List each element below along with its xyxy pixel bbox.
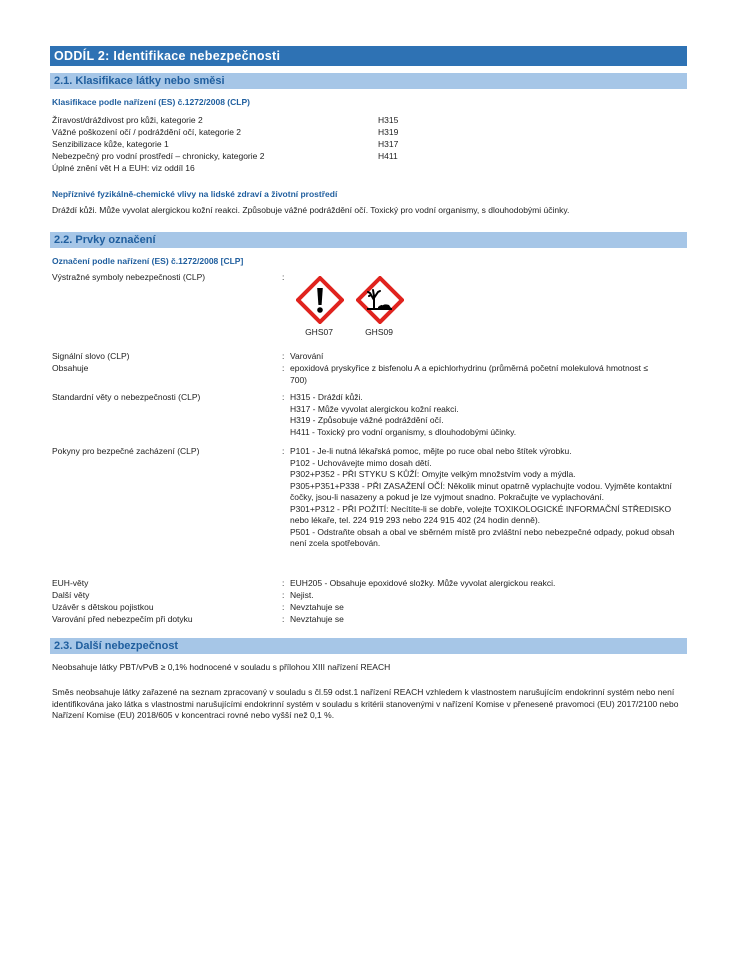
tactile-warning-value: Nevztahuje se <box>290 614 344 624</box>
classification-label: Senzibilizace kůže, kategorie 1 <box>52 139 169 149</box>
precautionary-statements-label: Pokyny pro bezpečné zacházení (CLP) <box>52 446 200 456</box>
colon: : <box>282 602 285 612</box>
colon: : <box>282 392 285 402</box>
colon: : <box>282 363 285 373</box>
colon: : <box>282 578 285 588</box>
precautionary-statements-list <box>290 446 678 550</box>
child-resistant-label: Uzávěr s dětskou pojistkou <box>52 602 154 612</box>
precautionary-statement: P102 - Uchovávejte mimo dosah dětí. <box>290 457 432 468</box>
signal-word-label: Signální slovo (CLP) <box>52 351 130 361</box>
pictograms-label: Výstražné symboly nebezpečnosti (CLP) <box>52 272 206 282</box>
hazard-statement: H411 - Toxický pro vodní organismy, s dlouhodobými účinky. <box>290 426 517 437</box>
adverse-effects-text: Dráždí kůži. Může vyvolat alergickou kožní reakci. Způsobuje vážné podráždění očí. Toxický pro vodní organismy, s dlouhodobými účinky. <box>52 205 570 215</box>
hazard-statement: H317 - Může vyvolat alergickou kožní reakci. <box>290 403 459 414</box>
exclamation-mark-icon <box>296 276 344 324</box>
pictogram-code: GHS09 <box>365 327 393 337</box>
contains-label: Obsahuje <box>52 363 89 373</box>
classification-code: H317 <box>378 139 399 149</box>
precautionary-statement: P301+P312 - PŘI POŽITÍ: Necítíte-li se dobře, volejte TOXIKOLOGICKÉ INFORMAČNÍ STŘEDISKO nebo lékaře, tel. 224 919 293 nebo 224 915 402 (24 hodin denně). <box>290 503 672 525</box>
child-resistant-value: Nevztahuje se <box>290 602 344 612</box>
endocrine-text: Směs neobsahuje látky zařazené na seznam zpracovaný v souladu s čl.59 odst.1 nařízení REACH vzhledem k vlastnostem narušujícím endokrinní systém nebo není identifikována jako látka s vlastnostmi narušujícími endokrinní systém v souladu s kritérii stanovenými v nařízení Komise v přenesené pravomoci (EU) 2017/2100 nebo Nařízení Komise (EU) 2018/605 v koncentraci rovné nebo vyšší než 0,1 %. <box>52 687 679 720</box>
contains-value: epoxidová pryskyřice z bisfenolu A a epichlorhydrinu (průměrná početní molekulová hmotnost ≤ 700) <box>290 363 649 385</box>
euh-value: EUH205 - Obsahuje epoxidové složky. Může vyvolat alergickou reakci. <box>290 578 556 588</box>
classification-code: H411 <box>378 151 398 161</box>
hazard-statements-label: Standardní věty o nebezpečnosti (CLP) <box>52 392 201 402</box>
colon: : <box>282 614 285 624</box>
classification-label: Žíravost/dráždivost pro kůži, kategorie 2 <box>52 115 203 125</box>
hazard-statement: H315 - Dráždí kůži. <box>290 392 363 402</box>
clp-classification-title: Klasifikace podle nařízení (ES) č.1272/2008 (CLP) <box>52 97 250 107</box>
clp-labelling-title: Označení podle nařízení (ES) č.1272/2008 [CLP] <box>52 256 244 266</box>
precautionary-statement: P302+P352 - PŘI STYKU S KŮŽÍ: Omyjte velkým množstvím vody a mýdla. <box>290 469 576 479</box>
subsection-2-2-header: 2.2. Prvky označení <box>50 232 687 248</box>
colon: : <box>282 446 285 456</box>
adverse-effects-title: Nepříznivé fyzikálně-chemické vlivy na lidské zdraví a životní prostředí <box>52 189 338 199</box>
full-text-note: Úplné znění vět H a EUH: viz oddíl 16 <box>52 163 195 173</box>
colon: : <box>282 272 285 282</box>
pictogram-code: GHS07 <box>305 327 333 337</box>
tactile-warning-label: Varování před nebezpečím při dotyku <box>52 614 193 624</box>
other-statements-label: Další věty <box>52 590 90 600</box>
classification-label: Nebezpečný pro vodní prostředí – chronicky, kategorie 2 <box>52 151 265 161</box>
pictogram-ghs07 <box>296 276 342 338</box>
other-statements-value: Nejist. <box>290 590 314 600</box>
euh-label: EUH-věty <box>52 578 89 588</box>
pictogram-ghs09 <box>356 276 402 338</box>
precautionary-statement: P305+P351+P338 - PŘI ZASAŽENÍ OČÍ: Několik minut opatrně vyplachujte vodou. Vyjměte kontaktní čočky, jsou-li nasazeny a pokud je lze vyjmout snadno. Pokračujte ve vyplachování. <box>290 480 672 502</box>
colon: : <box>282 590 285 600</box>
classification-code: H315 <box>378 115 399 125</box>
precautionary-statement: P101 - Je-li nutná lékařská pomoc, mějte po ruce obal nebo štítek výrobku. <box>290 446 572 456</box>
colon: : <box>282 351 285 361</box>
subsection-2-3-header: 2.3. Další nebezpečnost <box>50 638 687 654</box>
pbt-text: Neobsahuje látky PBT/vPvB ≥ 0,1% hodnocené v souladu s přílohou XIII nařízení REACH <box>52 662 391 672</box>
precautionary-statement: P501 - Odstraňte obsah a obal ve sběrném místě pro zvláštní nebo nebezpečné odpady, pokud obsah není zcela spotřebován. <box>290 526 675 548</box>
classification-code: H319 <box>378 127 399 137</box>
classification-label: Vážné poškození očí / podráždění očí, kategorie 2 <box>52 127 242 137</box>
section-title: ODDÍL 2: Identifikace nebezpečnosti <box>50 46 687 66</box>
hazard-statement: H319 - Způsobuje vážné podráždění očí. <box>290 415 444 425</box>
signal-word-value: Varování <box>290 351 324 361</box>
environment-hazard-icon <box>356 276 404 324</box>
hazard-statements-list <box>290 392 680 438</box>
subsection-2-1-header: 2.1. Klasifikace látky nebo směsi <box>50 73 687 89</box>
